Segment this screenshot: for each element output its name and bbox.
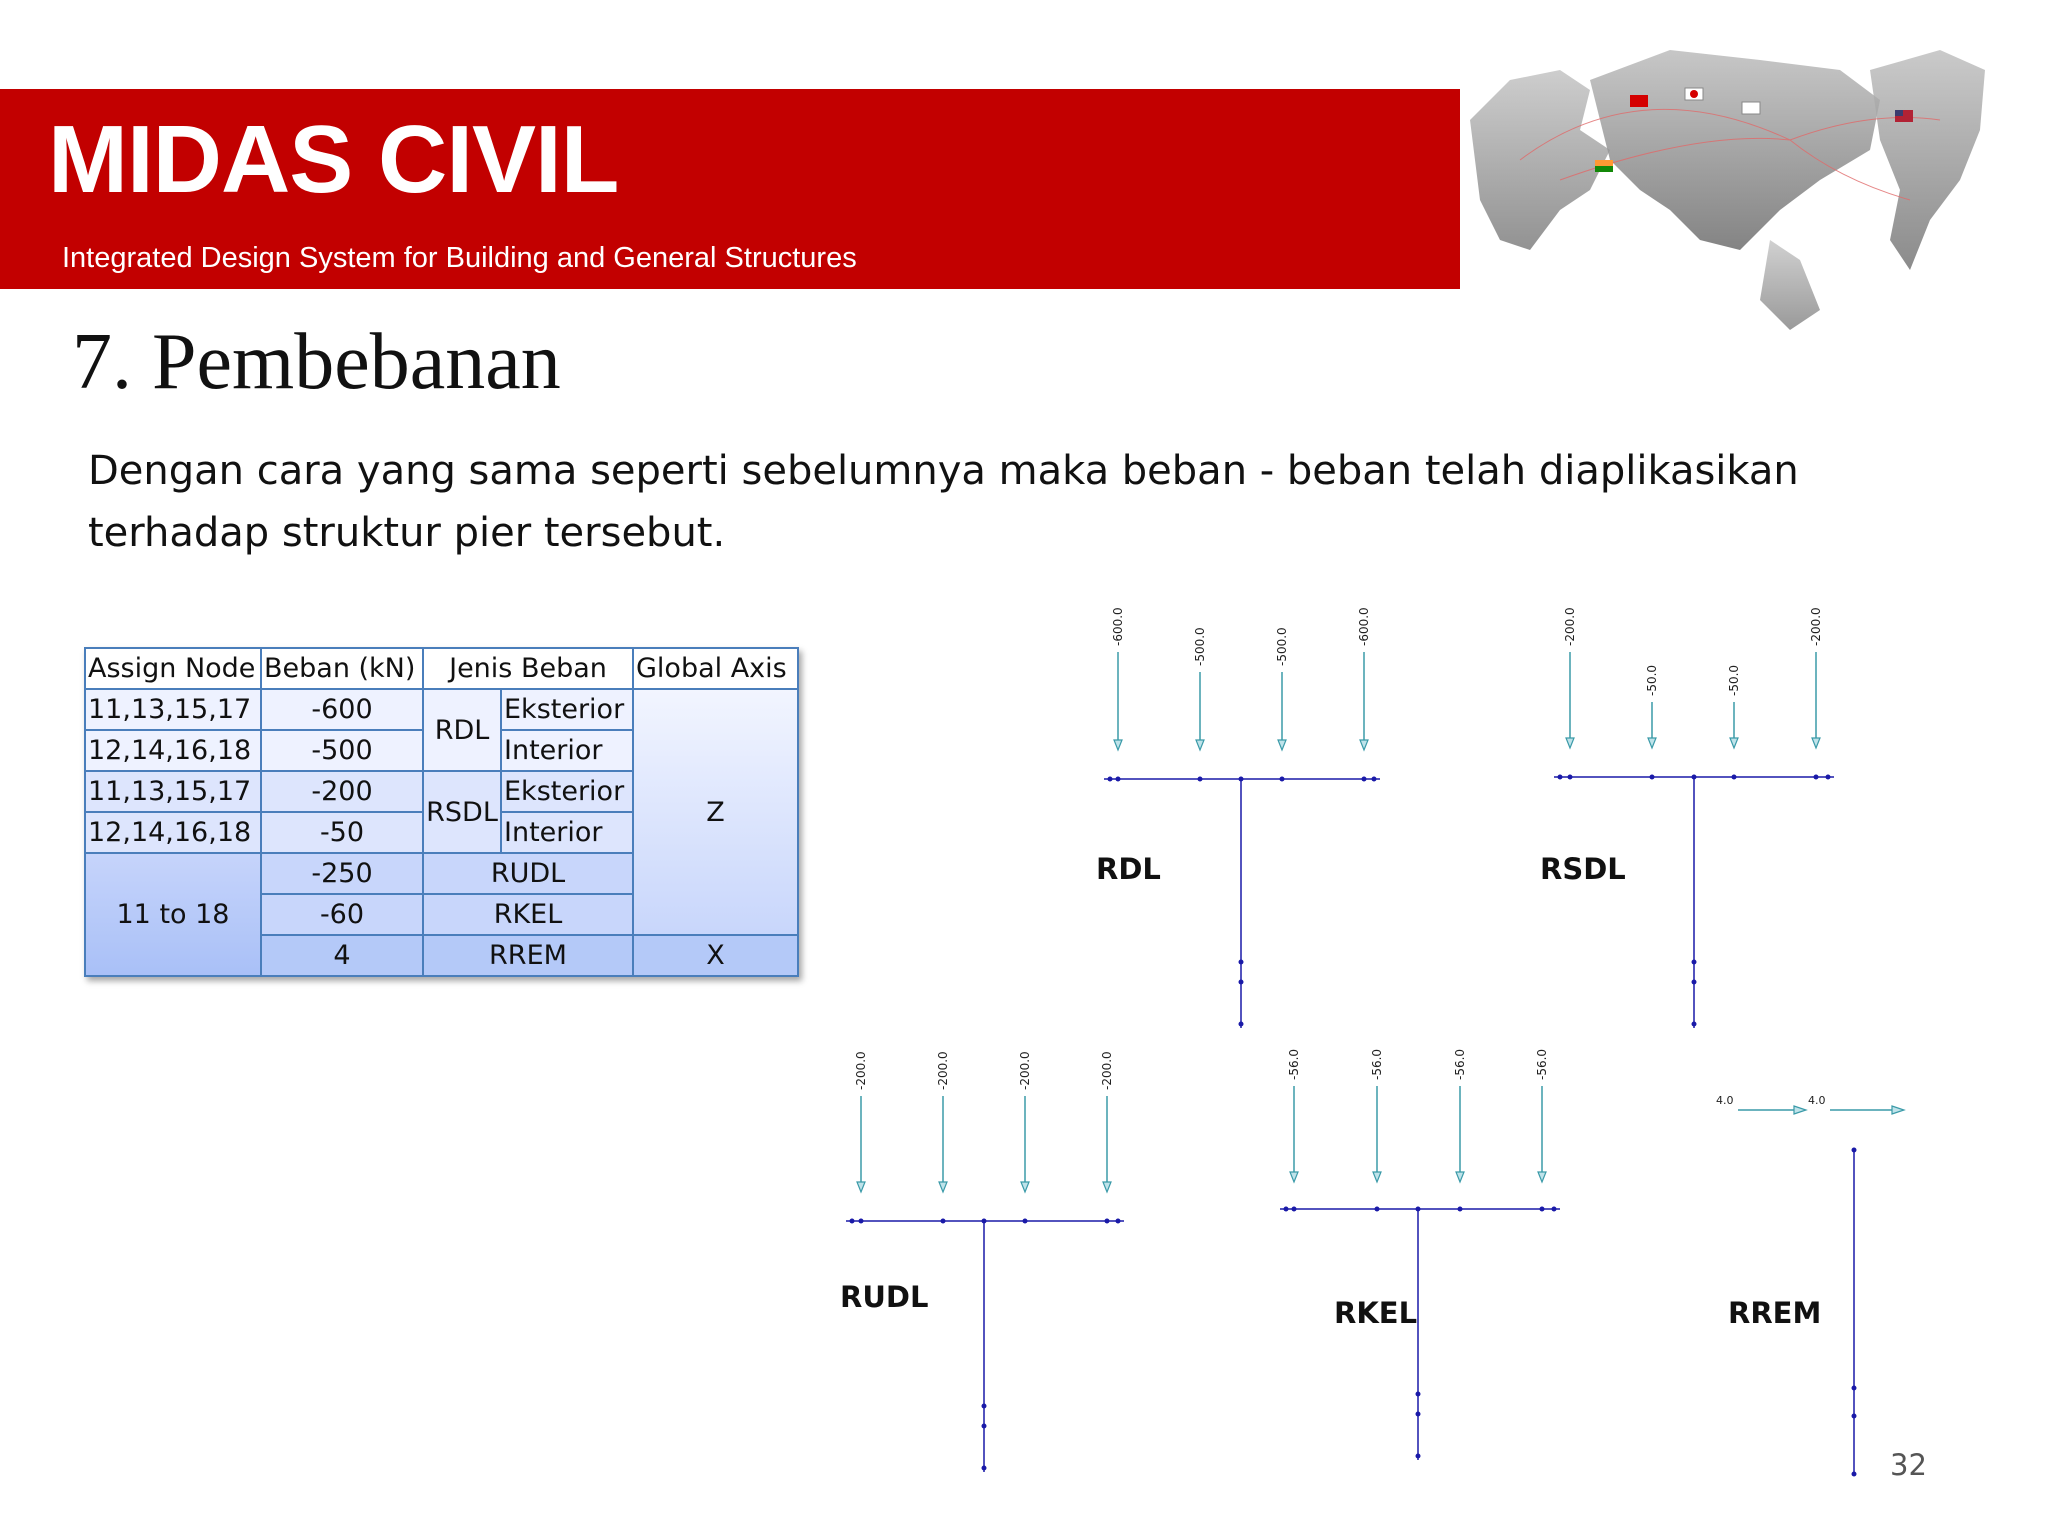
load-value-label: -50.0	[1645, 664, 1659, 696]
structure-node	[1362, 777, 1367, 782]
header-cell: Assign Node	[85, 648, 261, 689]
structure-node	[941, 1219, 946, 1224]
load-value-label: -500.0	[1193, 627, 1207, 666]
structure-node	[1105, 1219, 1110, 1224]
location-cell: Interior	[501, 730, 633, 771]
load-arrow-head	[1196, 740, 1204, 750]
type-cell: RDL	[423, 689, 501, 771]
load-arrow-head	[1456, 1172, 1464, 1182]
diagram-label-rrem: RREM	[1728, 1296, 1822, 1330]
load-arrow-head	[1103, 1182, 1111, 1192]
structure-node	[1852, 1414, 1857, 1419]
load-arrow-head	[1892, 1106, 1904, 1114]
load-value-label: -200.0	[1563, 607, 1577, 646]
axis-cell: Z	[633, 689, 798, 935]
type-cell: RUDL	[423, 853, 633, 894]
structure-node	[1852, 1148, 1857, 1153]
load-value-label: -200.0	[1018, 1051, 1032, 1090]
page-number: 32	[1890, 1448, 1927, 1482]
diagram-label-rkel: RKEL	[1334, 1296, 1418, 1330]
structure-node	[1692, 775, 1697, 780]
node-cell: 12,14,16,18	[85, 730, 261, 771]
structure-node	[1732, 775, 1737, 780]
load-value-label: -200.0	[854, 1051, 868, 1090]
load-cell: -500	[261, 730, 423, 771]
load-cell: -200	[261, 771, 423, 812]
description-line: Dengan cara yang sama seperti sebelumnya maka beban - beban telah diaplikasikan	[88, 448, 1799, 494]
load-value-label: -56.0	[1453, 1048, 1467, 1080]
structure-node	[1552, 1207, 1557, 1212]
structure-node	[1416, 1207, 1421, 1212]
structure-node	[1540, 1207, 1545, 1212]
node-cell: 11,13,15,17	[85, 689, 261, 730]
structure-node	[1558, 775, 1563, 780]
load-value-label: -200.0	[936, 1051, 950, 1090]
load-arrow-head	[1538, 1172, 1546, 1182]
load-arrow-head	[1730, 738, 1738, 748]
structure-node	[1116, 777, 1121, 782]
load-arrow-head	[1812, 738, 1820, 748]
structure-node	[1650, 775, 1655, 780]
structure-node	[1239, 960, 1244, 965]
load-arrow-head	[1360, 740, 1368, 750]
node-cell: 11,13,15,17	[85, 771, 261, 812]
structure-node	[1416, 1454, 1421, 1459]
load-value-label: 4.0	[1716, 1094, 1734, 1107]
structure-node	[1239, 777, 1244, 782]
slide-title: 7. Pembebanan	[72, 318, 561, 406]
diagram-label-rdl: RDL	[1096, 852, 1161, 886]
load-cell: 4	[261, 935, 423, 976]
load-arrow-head	[857, 1182, 865, 1192]
structure-node	[1239, 980, 1244, 985]
load-value-label: -56.0	[1535, 1048, 1549, 1080]
location-cell: Eksterior	[501, 771, 633, 812]
structure-node	[1692, 1022, 1697, 1027]
load-arrow-head	[1278, 740, 1286, 750]
load-arrow-head	[1373, 1172, 1381, 1182]
load-value-label: -56.0	[1370, 1048, 1384, 1080]
structure-node	[1458, 1207, 1463, 1212]
node-cell: 11 to 18	[85, 853, 261, 976]
location-cell: Eksterior	[501, 689, 633, 730]
structure-node	[850, 1219, 855, 1224]
structure-node	[1852, 1386, 1857, 1391]
load-value-label: -200.0	[1100, 1051, 1114, 1090]
brand-title: MIDAS CIVIL	[48, 106, 619, 213]
type-cell: RSDL	[423, 771, 501, 853]
load-arrow-head	[1566, 738, 1574, 748]
load-arrow-head	[1114, 740, 1122, 750]
load-value-label: -600.0	[1111, 607, 1125, 646]
load-arrow-head	[1021, 1182, 1029, 1192]
load-arrow-head	[1648, 738, 1656, 748]
load-value-label: -200.0	[1809, 607, 1823, 646]
node-cell: 12,14,16,18	[85, 812, 261, 853]
structure-node	[859, 1219, 864, 1224]
structure-node	[1023, 1219, 1028, 1224]
load-value-label: -500.0	[1275, 627, 1289, 666]
structure-node	[982, 1466, 987, 1471]
location-cell: Interior	[501, 812, 633, 853]
load-value-label: 4.0	[1808, 1094, 1826, 1107]
structure-node	[1372, 777, 1377, 782]
type-cell: RKEL	[423, 894, 633, 935]
type-cell: RREM	[423, 935, 633, 976]
load-cell: -250	[261, 853, 423, 894]
structure-node	[1198, 777, 1203, 782]
structure-node	[1568, 775, 1573, 780]
structure-node	[982, 1219, 987, 1224]
structure-node	[1692, 960, 1697, 965]
structure-node	[982, 1424, 987, 1429]
structure-node	[1826, 775, 1831, 780]
load-arrow-head	[1290, 1172, 1298, 1182]
header-cell: Jenis Beban	[423, 648, 633, 689]
load-arrow-head	[939, 1182, 947, 1192]
structure-node	[1116, 1219, 1121, 1224]
structure-node	[1416, 1392, 1421, 1397]
structure-node	[1814, 775, 1819, 780]
structure-node	[1292, 1207, 1297, 1212]
description-line: terhadap struktur pier tersebut.	[88, 510, 726, 556]
load-cell: -600	[261, 689, 423, 730]
structure-node	[1375, 1207, 1380, 1212]
structure-node	[1108, 777, 1113, 782]
structure-node	[1852, 1472, 1857, 1477]
load-cell: -60	[261, 894, 423, 935]
structure-node	[1284, 1207, 1289, 1212]
diagram-label-rudl: RUDL	[840, 1280, 929, 1314]
load-value-label: -600.0	[1357, 607, 1371, 646]
load-value-label: -50.0	[1727, 664, 1741, 696]
structure-node	[1239, 1022, 1244, 1027]
load-value-label: -56.0	[1287, 1048, 1301, 1080]
brand-tagline: Integrated Design System for Building and General Structures	[62, 242, 857, 274]
header-cell: Beban (kN)	[261, 648, 423, 689]
load-arrow-head	[1794, 1106, 1806, 1114]
structure-node	[1280, 777, 1285, 782]
diagram-label-rsdl: RSDL	[1540, 852, 1626, 886]
structure-node	[1416, 1412, 1421, 1417]
header-cell: Global Axis	[633, 648, 798, 689]
structure-node	[982, 1404, 987, 1409]
axis-cell: X	[633, 935, 798, 976]
load-cell: -50	[261, 812, 423, 853]
structure-node	[1692, 980, 1697, 985]
